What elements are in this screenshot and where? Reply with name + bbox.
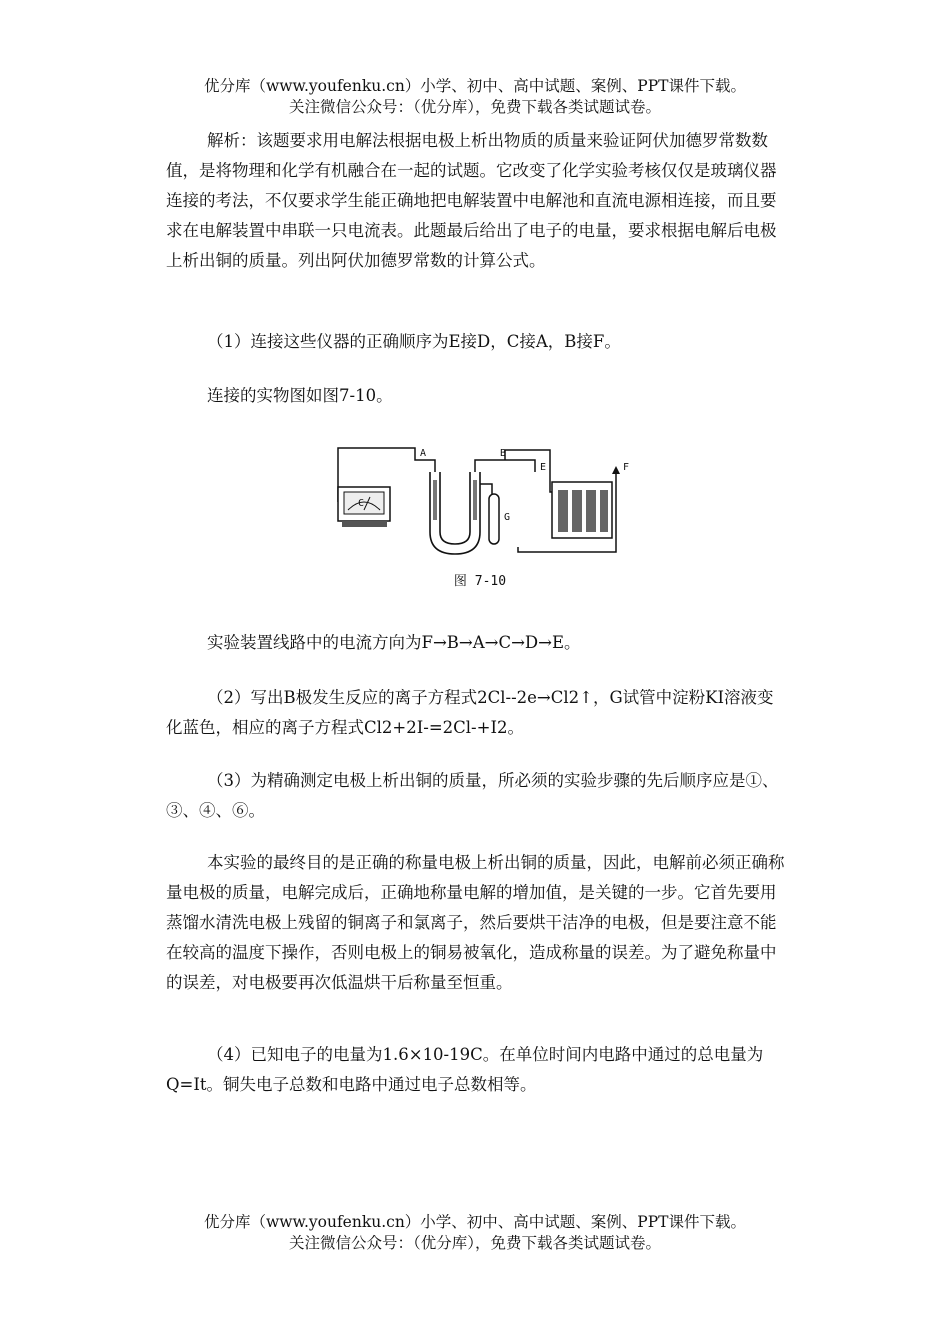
apparatus-diagram — [330, 442, 630, 567]
answer-3-paragraph: （3）为精确测定电极上析出铜的质量，所必须的实验步骤的先后顺序应是①、③、④、⑥。 — [166, 771, 779, 820]
explanation-paragraph: 本实验的最终目的是正确的称量电极上析出铜的质量，因此，电解前必须正确称量电极的质量，电解完成后，正确地称量电解的增加值，是关键的一步。它首先要用蒸馏水清洗电极上残留的铜离子和氯离子，然后要烘干洁净的电极，但是要注意不能在较高的温度下操作，否则电极上的铜易被氧化，造成称量的误差。为了避免称量中的误差，对电极要再次低温烘干后称量至恒重。 — [166, 853, 785, 992]
label-e: E — [540, 462, 547, 473]
figure-caption: 图 7-10 — [453, 574, 507, 589]
header-line-2: 关注微信公众号：（优分库），免费下载各类试题试卷。 — [288, 98, 661, 116]
label-b: B — [500, 448, 507, 459]
footer-line-2: 关注微信公众号：（优分库），免费下载各类试题试卷。 — [288, 1234, 661, 1252]
current-direction-paragraph: 实验装置线路中的电流方向为F→B→A→C→D→E。 — [207, 633, 581, 652]
answer-2-paragraph: （2）写出B极发生反应的离子方程式2Cl--2e→Cl2↑，G试管中淀粉KI溶液变化蓝色，相应的离子方程式Cl2+2I-=2Cl-+I2。 — [166, 688, 774, 737]
g-test-tube-icon — [489, 494, 499, 544]
page-header — [0, 76, 950, 118]
label-g: G — [504, 512, 511, 523]
answer-1-paragraph: （1）连接这些仪器的正确顺序为E接D，C接A，B接F。 — [207, 332, 621, 351]
header-line-1: 优分库（www.youfenku.cn）小学、初中、高中试题、案例、PPT课件下载。 — [203, 77, 747, 95]
page-footer — [0, 1212, 950, 1254]
u-tube-icon — [430, 472, 480, 554]
answer-4-paragraph: （4）已知电子的电量为1.6×10-19C。在单位时间内电路中通过的总电量为Q=It。铜失电子总数和电路中通过电子总数相等。 — [166, 1045, 764, 1094]
label-a: A — [420, 448, 427, 459]
footer-line-1: 优分库（www.youfenku.cn）小学、初中、高中试题、案例、PPT课件下载。 — [203, 1213, 747, 1231]
apparatus-figure — [330, 442, 630, 602]
analysis-paragraph: 解析：该题要求用电解法根据电极上析出物质的质量来验证阿伏加德罗常数数值，是将物理和化学有机融合在一起的试题。它改变了化学实验考核仅仅是玻璃仪器连接的考法，不仅要求学生能正确地把电解装置中电解池和直流电源相连接，而且要求在电解装置中串联一只电流表。此题最后给出了电子的电量，要求根据电解后电极上析出铜的质量。列出阿伏加德罗常数的计算公式。 — [166, 131, 777, 270]
figure-reference-paragraph: 连接的实物图如图7-10。 — [207, 386, 393, 405]
meter-label: C — [358, 498, 365, 509]
label-f: F — [623, 462, 630, 473]
battery-icon — [552, 482, 612, 538]
